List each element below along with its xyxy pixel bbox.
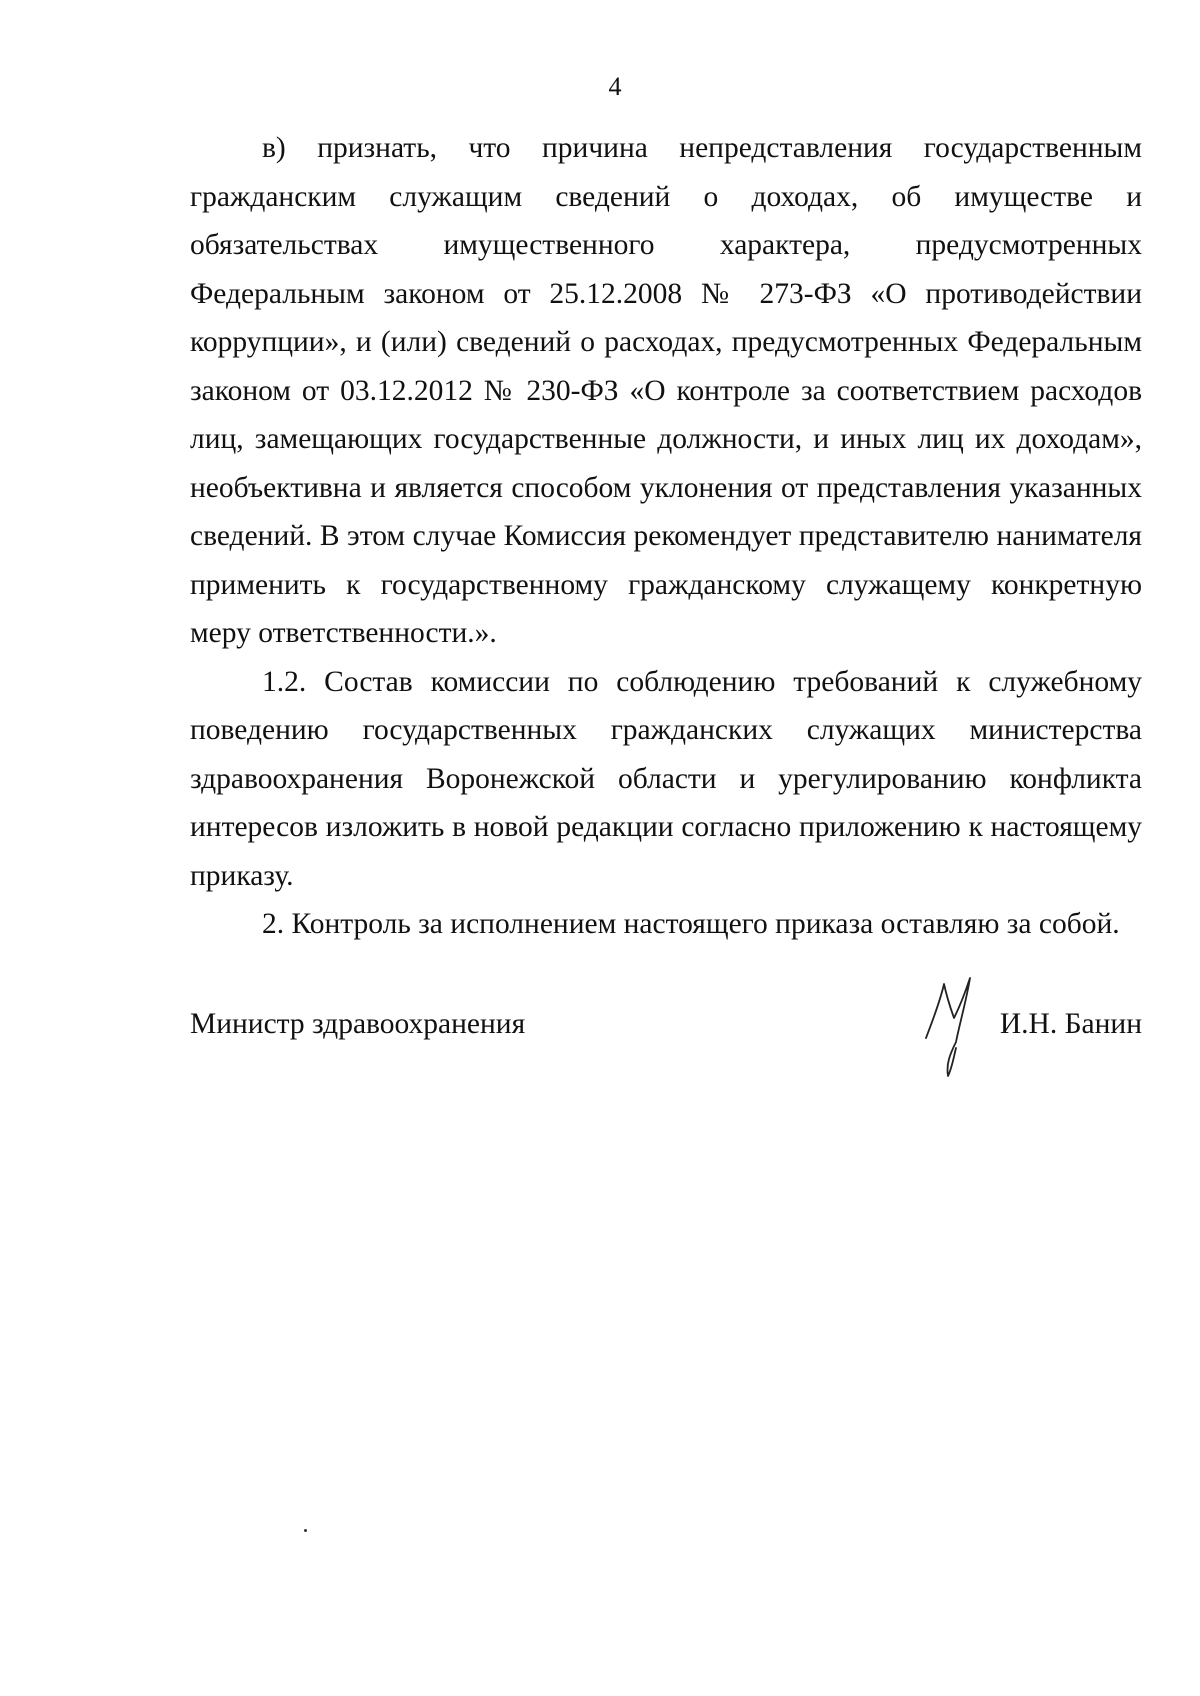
signature-block xyxy=(190,1000,1142,1100)
scan-dot xyxy=(304,1529,307,1532)
paragraph-2: 2. Контроль за исполнением настоящего приказа оставляю за собой. xyxy=(262,908,1120,940)
paragraph-v: в) признать, что причина непредставления государственным гражданским служащим сведений о доходах, об имуществе и обязательствах имущественного характера, предусмотренных Федеральным законом от 25.12.2008 № 273-ФЗ «О противодействии коррупции», и (или) сведений о расходах, предусмотренных Федеральным законом от 03.12.2012 № 230-ФЗ «О контроле за соответствием расходов лиц, замещающих государственные должности, и иных лиц их доходам», необъективна и является способом уклонения от представления указанных сведений. В этом случае Комиссия рекомендует представителю нанимателя применить к государственному гражданскому служащему конкретную меру ответственности.». xyxy=(190,132,1142,649)
page-number: 4 xyxy=(608,72,622,101)
document-body xyxy=(190,124,1142,949)
signatory-title: Министр здравоохранения xyxy=(190,1008,526,1040)
signatory-name: И.Н. Банин xyxy=(999,1008,1142,1040)
handwritten-signature xyxy=(922,972,992,1092)
paragraph-1-2: 1.2. Состав комиссии по соблюдению требований к служебному поведению государственных гражданских служащих министерства здравоохранения Воронежской области и урегулированию конфликта интересов изложить в новой редакции согласно приложению к настоящему приказу. xyxy=(190,665,1142,892)
